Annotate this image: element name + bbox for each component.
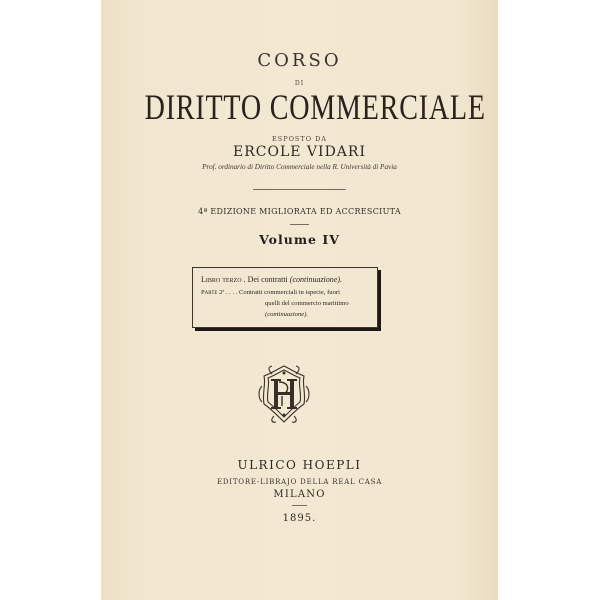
- preposition: DI: [294, 80, 305, 87]
- author-credentials: Prof. ordinario di Diritto Commerciale nella R. Università di Pavia: [202, 163, 397, 171]
- book-title: DIRITTO COMMERCIALE: [144, 87, 486, 127]
- edition-statement: 4ª EDIZIONE MIGLIORATA ED ACCRESCIUTA: [198, 207, 401, 216]
- author-name: ERCOLE VIDARI: [233, 144, 366, 160]
- publisher-monogram-icon: [258, 364, 310, 424]
- publication-city: MILANO: [273, 489, 326, 500]
- publication-year: 1895.: [282, 513, 317, 524]
- contents-line-1: [201, 275, 342, 284]
- publisher-role: EDITORE-LIBRAJO DELLA REAL CASA: [216, 478, 383, 486]
- contents-line-4: (continuazione).: [265, 311, 309, 318]
- part-text: . . . . Contratti commerciali in ispecie, fuori: [225, 289, 340, 296]
- book-label: Libro terzo: [201, 275, 242, 284]
- part-label: Parte 2ª: [201, 289, 225, 296]
- short-divider-rule: [290, 224, 309, 225]
- book-subject: . Dei contratti: [243, 275, 288, 284]
- volume-label: Volume IV: [259, 232, 340, 247]
- book-continuation: (continuazione).: [289, 275, 342, 284]
- title-page: [101, 0, 498, 600]
- publisher-name: ULRICO HOEPLI: [237, 458, 362, 472]
- contents-line-3: quelli del commercio marittimo: [265, 300, 349, 307]
- series-word: CORSO: [257, 50, 342, 71]
- footer-rule: [292, 505, 307, 506]
- divider-rule: [253, 189, 346, 190]
- esposto-da: ESPOSTO DA: [272, 135, 327, 143]
- contents-line-2: [201, 289, 340, 296]
- contents-box: [192, 267, 378, 328]
